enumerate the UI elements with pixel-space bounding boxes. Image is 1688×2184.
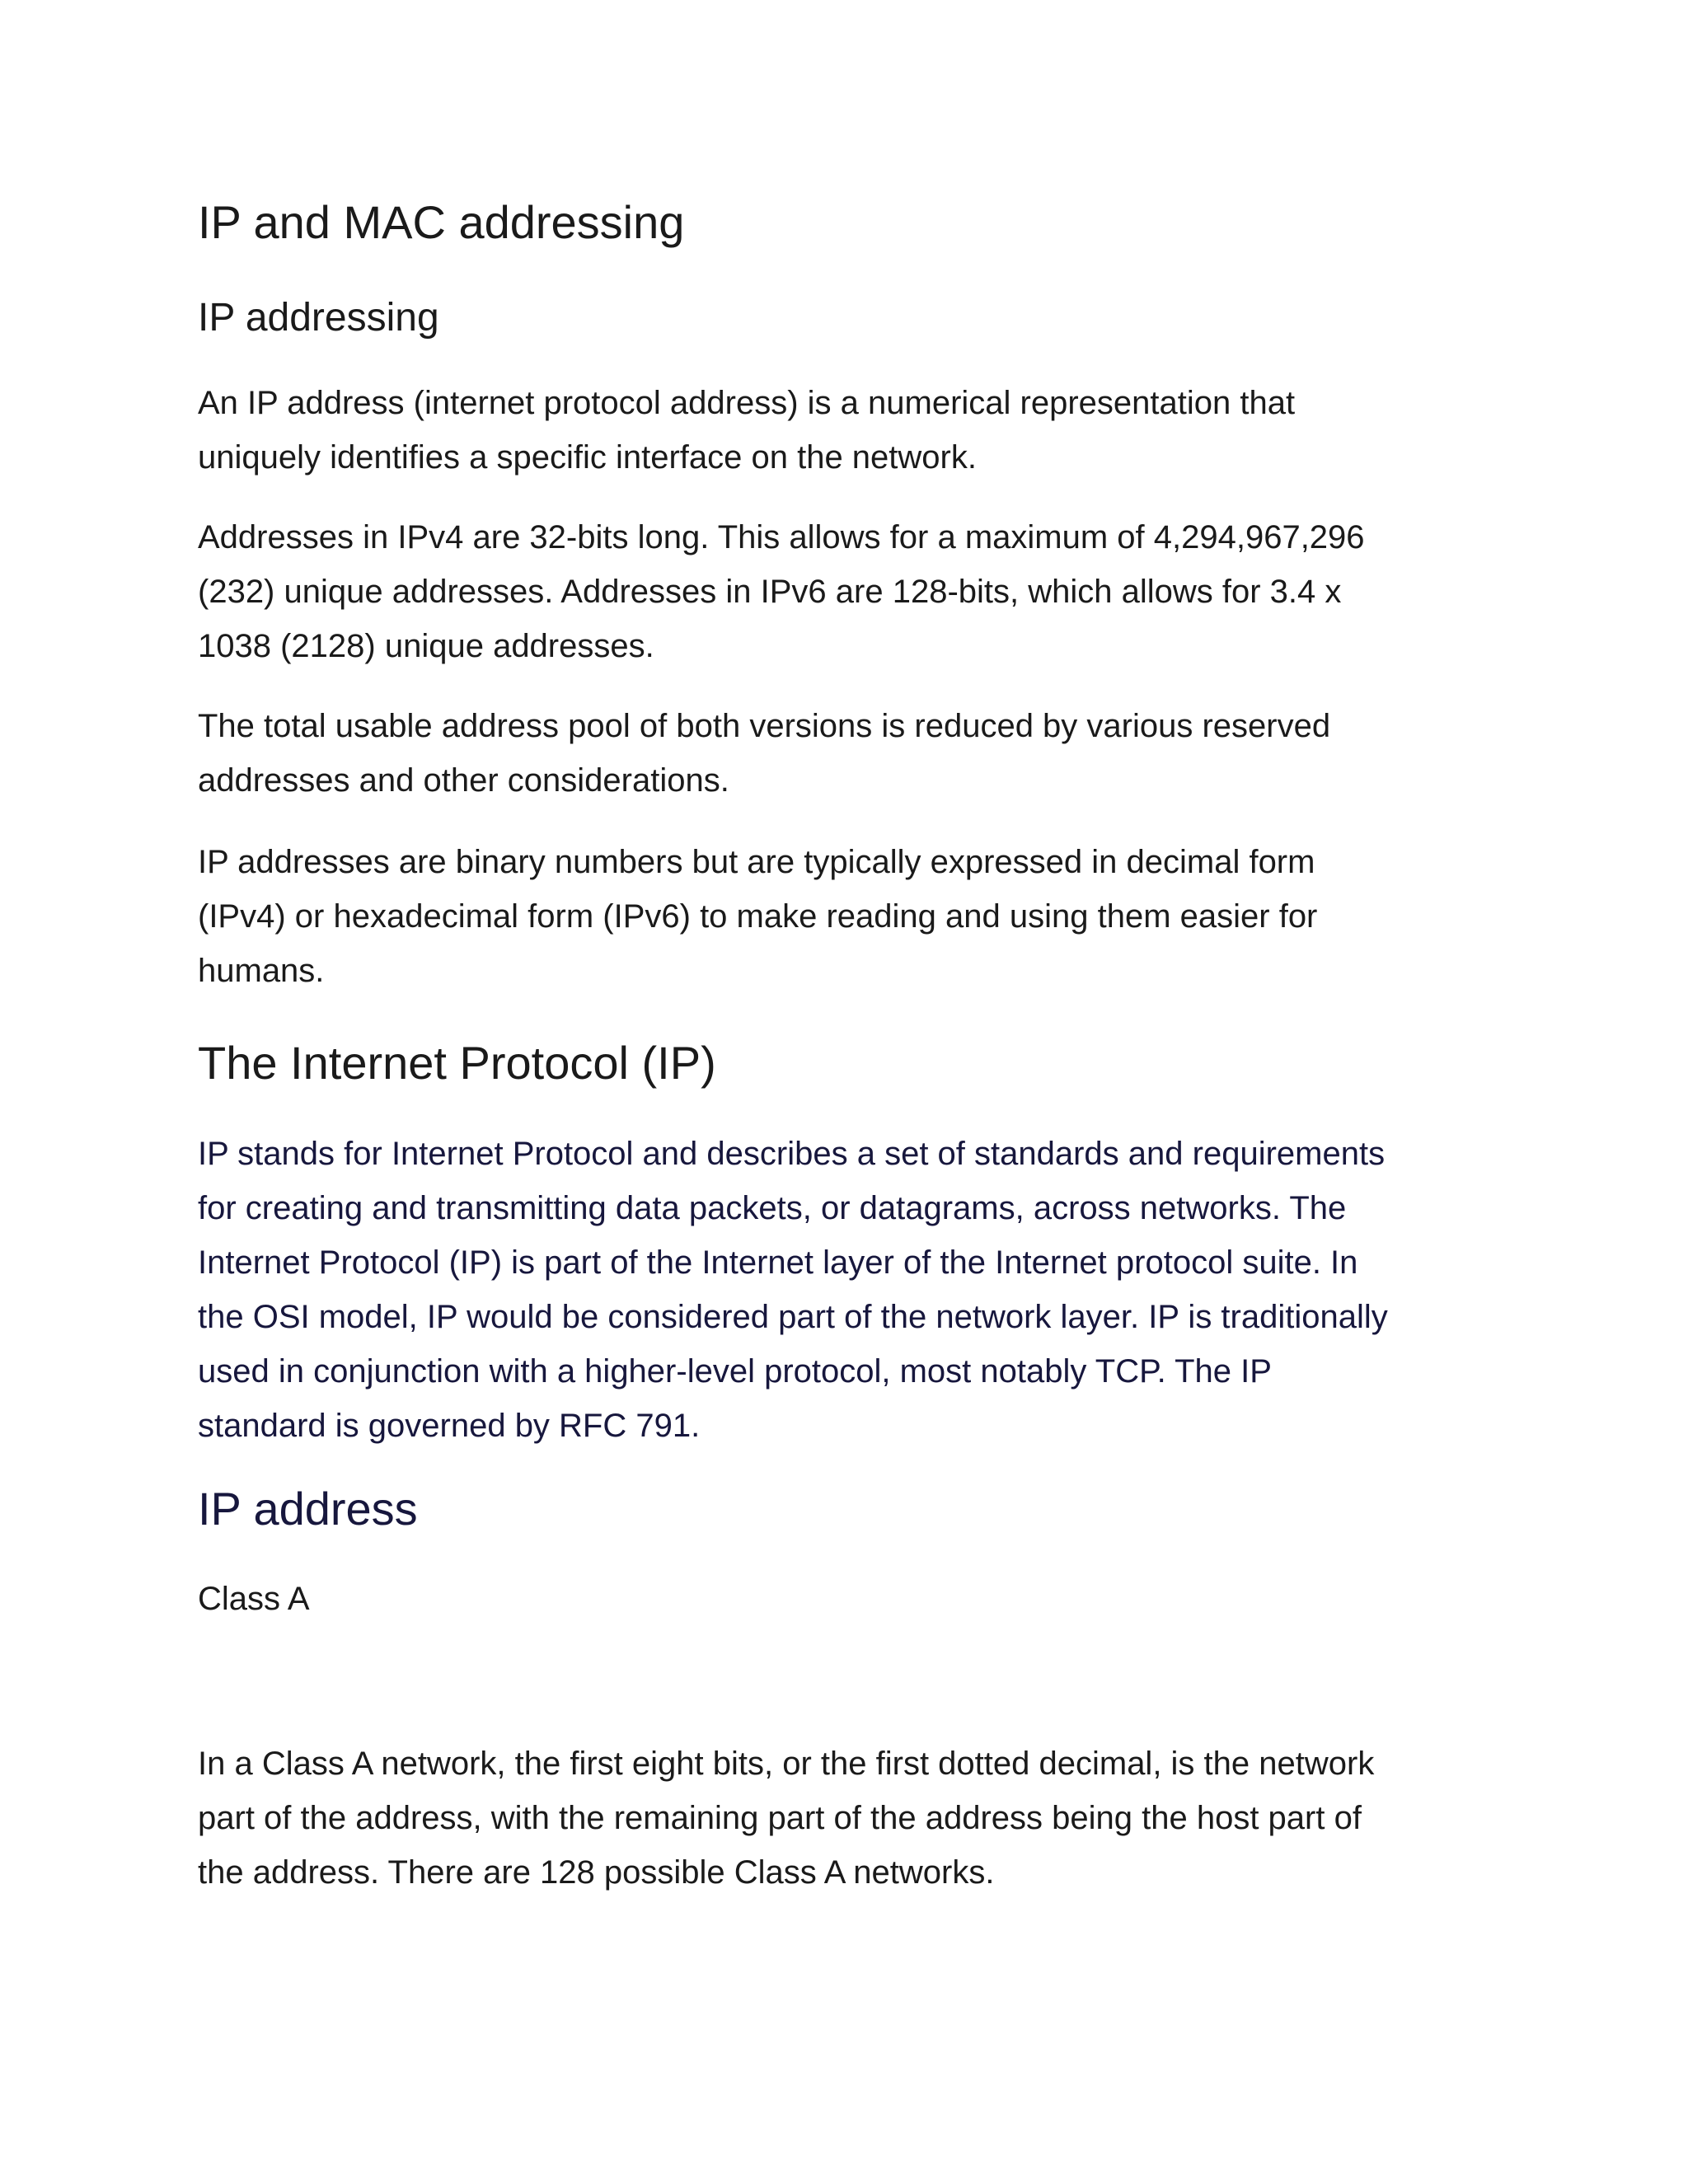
- paragraph-line: Addresses in IPv4 are 32-bits long. This allows for a maximum of 4,294,967,296: [198, 519, 1365, 555]
- paragraph-line: for creating and transmitting data packets, or datagrams, across networks. The: [198, 1190, 1347, 1226]
- paragraph-line: 1038 (2128) unique addresses.: [198, 628, 654, 664]
- paragraph-line: humans.: [198, 953, 325, 989]
- paragraph-line: Internet Protocol (IP) is part of the Internet layer of the Internet protocol suite. In: [198, 1244, 1358, 1281]
- paragraph-line: used in conjunction with a higher-level protocol, most notably TCP. The IP: [198, 1353, 1272, 1390]
- document-title: IP and MAC addressing: [198, 196, 685, 248]
- subheading-class-a: Class A: [198, 1581, 310, 1617]
- paragraph-address-pool: [198, 699, 1517, 808]
- paragraph-address-lengths: [198, 510, 1517, 673]
- section-heading-ip-addressing: IP addressing: [198, 296, 439, 340]
- paragraph-line: An IP address (internet protocol address) is a numerical representation that: [198, 385, 1296, 421]
- paragraph-line: The total usable address pool of both versions is reduced by various reserved: [198, 708, 1331, 744]
- paragraph-line: the address. There are 128 possible Class A networks.: [198, 1854, 995, 1891]
- paragraph-line: IP stands for Internet Protocol and describes a set of standards and requirements: [198, 1136, 1386, 1172]
- paragraph-internet-protocol: [198, 1127, 1517, 1453]
- paragraph-line: the OSI model, IP would be considered part of the network layer. IP is traditionally: [198, 1299, 1388, 1335]
- paragraph-line: part of the address, with the remaining part of the address being the host part of: [198, 1800, 1362, 1836]
- paragraph-binary-numbers: [198, 835, 1517, 998]
- paragraph-ip-address-definition: [198, 376, 1517, 485]
- paragraph-line: addresses and other considerations.: [198, 762, 729, 799]
- paragraph-line: standard is governed by RFC 791.: [198, 1408, 701, 1444]
- section-heading-ip-address: IP address: [198, 1483, 418, 1535]
- paragraph-line: In a Class A network, the first eight bits, or the first dotted decimal, is the network: [198, 1746, 1375, 1782]
- paragraph-line: uniquely identifies a specific interface on the network.: [198, 439, 977, 476]
- paragraph-line: (IPv4) or hexadecimal form (IPv6) to make reading and using them easier for: [198, 898, 1318, 935]
- paragraph-line: IP addresses are binary numbers but are typically expressed in decimal form: [198, 844, 1315, 880]
- section-heading-internet-protocol: The Internet Protocol (IP): [198, 1037, 716, 1089]
- paragraph-line: (232) unique addresses. Addresses in IPv6 are 128-bits, which allows for 3.4 x: [198, 574, 1342, 610]
- paragraph-class-a: [198, 1736, 1517, 1900]
